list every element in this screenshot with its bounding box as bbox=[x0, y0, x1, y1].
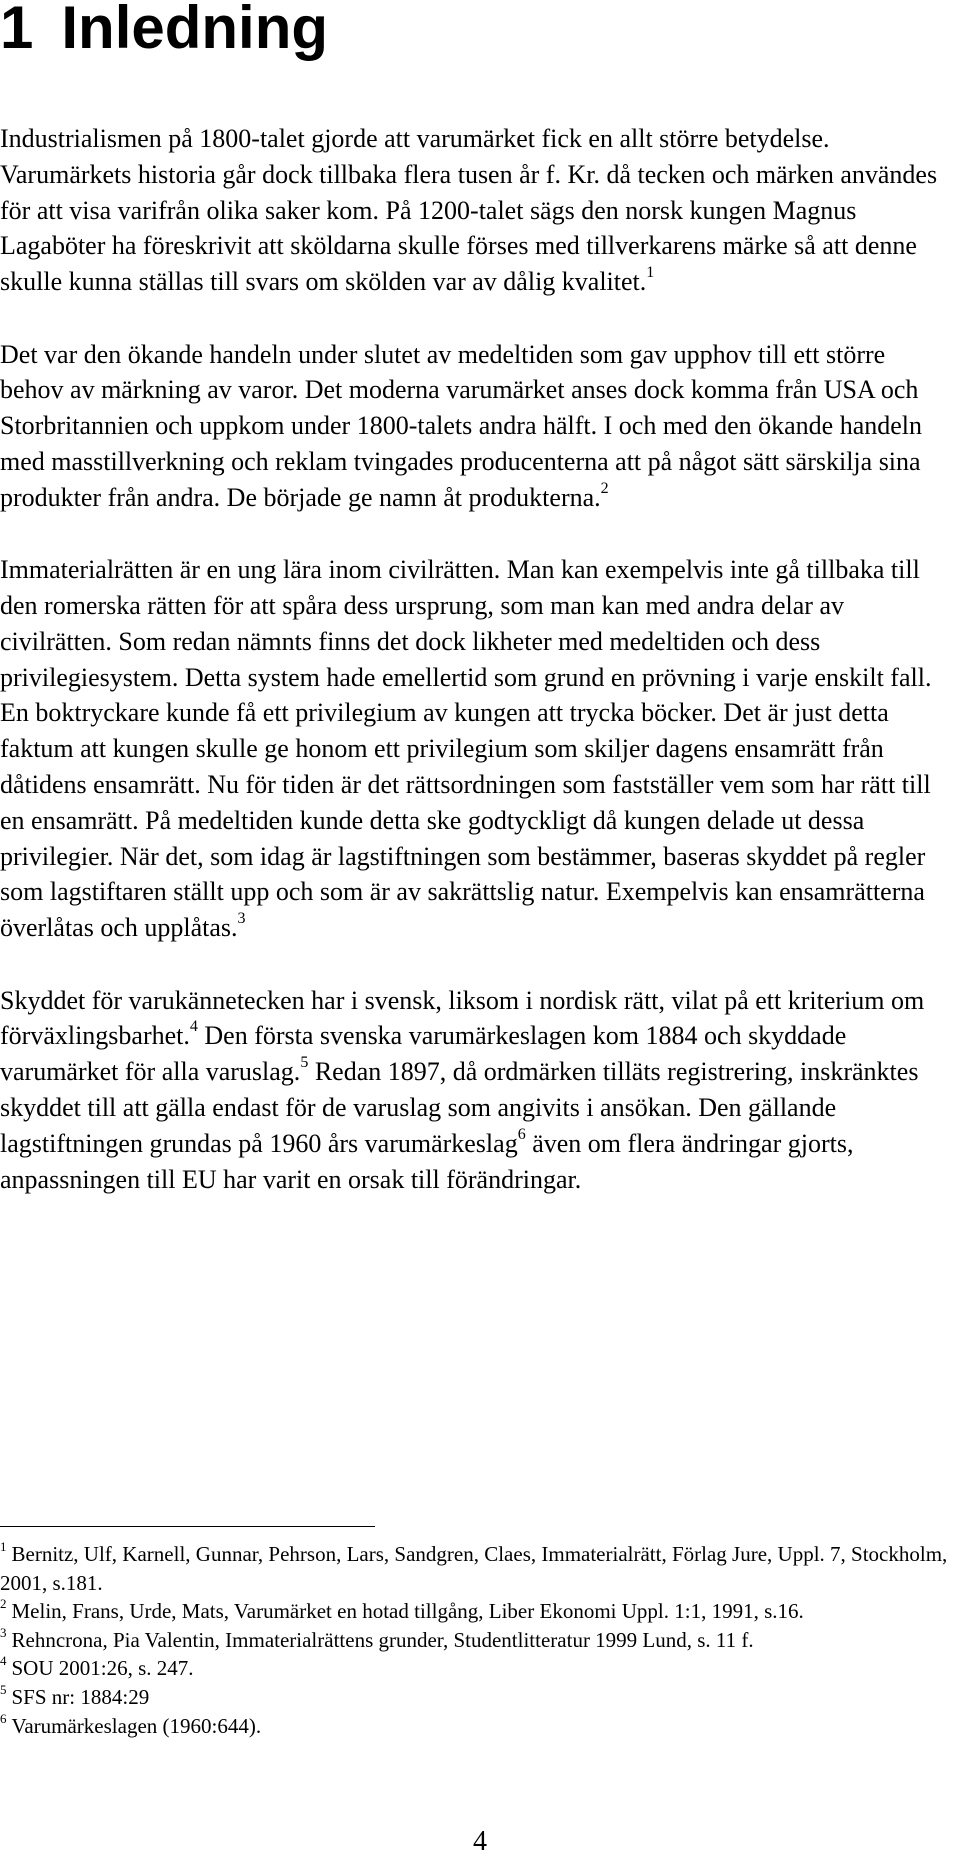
footnote-separator bbox=[0, 1526, 375, 1527]
footnote-1 bbox=[0, 1540, 955, 1597]
footnote-text: SFS nr: 1884:29 bbox=[11, 1684, 150, 1709]
footnote-number: 2 bbox=[0, 1596, 7, 1612]
footnote-5 bbox=[0, 1683, 955, 1712]
footnote-text: SOU 2001:26, s. 247. bbox=[11, 1656, 194, 1681]
footnote-text: Varumärkeslagen (1960:644). bbox=[11, 1713, 262, 1738]
footnote-text: Bernitz, Ulf, Karnell, Gunnar, Pehrson, Lars, Sandgren, Claes, Immaterialrätt, Förlag Jure, Uppl. 7, Stockholm, 2001, s.181. bbox=[0, 1542, 948, 1595]
chapter-title: Inledning bbox=[61, 0, 329, 61]
footnote-ref-5[interactable]: 5 bbox=[300, 1054, 309, 1072]
paragraph-text: Skyddet för varukännetecken har i svensk, liksom i nordisk rätt, vilat på ett kriterium om förväxlingsbarhet. bbox=[0, 985, 925, 1051]
footnote-6 bbox=[0, 1712, 955, 1741]
paragraph-4 bbox=[0, 983, 955, 1198]
chapter-heading bbox=[0, 0, 328, 60]
footnote-ref-1[interactable]: 1 bbox=[646, 264, 655, 282]
footnote-3 bbox=[0, 1626, 955, 1655]
footnote-4 bbox=[0, 1654, 955, 1683]
paragraph-text: Immaterialrätten är en ung lära inom civilrätten. Man kan exempelvis inte gå tillbaka till den romerska rätten för att spåra dess ursprung, som man kan med andra delar av civilrätten. Som redan nämnts finns det dock likheter med medeltiden och dess privilegiesystem. Detta system hade emellertid som grund en prövning i varje enskilt fall. En boktryckare kunde få ett privilegium av kungen att trycka böcker. Det är just detta faktum att kungen skulle ge honom ett privilegium som skiljer dagens ensamrätt från dåtidens ensamrätt. Nu för tiden är det rättsordningen som fastställer vem som har rätt till en ensamrätt. På medeltiden kunde detta ske godtyckligt då kungen delade ut dessa privilegier. När det, som idag är lagstiftningen som bestämmer, baseras skyddet på regler som lagstiftaren ställt upp och som är av sakrättslig natur. Exempelvis kan ensamrätterna överlåtas och upplåtas. bbox=[0, 555, 932, 943]
footnote-text: Rehncrona, Pia Valentin, Immaterialrättens grunder, Studentlitteratur 1999 Lund, s. 11 f. bbox=[11, 1627, 754, 1652]
footnote-ref-6[interactable]: 6 bbox=[517, 1125, 526, 1143]
footnote-2 bbox=[0, 1597, 955, 1626]
footnote-number: 5 bbox=[0, 1681, 7, 1697]
chapter-number: 1 bbox=[0, 0, 34, 61]
paragraph-text: Den första svenska varumärkeslagen kom 1884 och skyddade varumärket för alla varuslag. bbox=[0, 1021, 847, 1087]
footnote-text: Melin, Frans, Urde, Mats, Varumärket en hotad tillgång, Liber Ekonomi Uppl. 1:1, 1991, s.16. bbox=[11, 1599, 804, 1624]
footnote-number: 6 bbox=[0, 1710, 7, 1726]
footnotes bbox=[0, 1540, 955, 1740]
footnote-number: 3 bbox=[0, 1624, 7, 1640]
paragraph-1 bbox=[0, 121, 955, 300]
paragraph-2 bbox=[0, 337, 955, 516]
footnote-number: 4 bbox=[0, 1653, 7, 1669]
paragraph-text: Industrialismen på 1800-talet gjorde att varumärket fick en allt större betydelse. Varumärkets historia går dock tillbaka flera tusen år f. Kr. då tecken och märken användes för att visa varifrån olika saker kom. På 1200-talet sägs den norsk kungen Magnus Lagaböter ha föreskrivit att sköldarna skulle förses med tillverkarens märke så att denne skulle kunna ställas till svars om skölden var av dålig kvalitet. bbox=[0, 124, 938, 297]
footnote-ref-3[interactable]: 3 bbox=[237, 910, 246, 928]
footnote-ref-4[interactable]: 4 bbox=[189, 1018, 198, 1036]
paragraph-text: Redan 1897, då ordmärken tilläts registrering, inskränktes skyddet till att gälla endast för de varuslag som angivits i ansökan. Den gällande lagstiftningen grundas på 1960 års varumärkeslag bbox=[0, 1057, 919, 1158]
paragraph-text: Det var den ökande handeln under slutet av medeltiden som gav upphov till ett större behov av märkning av varor. Det moderna varumärket anses dock komma från USA och Storbritannien och uppkom under 1800-talets andra hälft. I och med den ökande handeln med masstillverkning och reklam tvingades producenterna att på något sätt särskilja sina produkter från andra. De började ge namn åt produkterna. bbox=[0, 339, 923, 512]
paragraph-3 bbox=[0, 552, 955, 946]
footnote-number: 1 bbox=[0, 1539, 7, 1554]
page-number: 4 bbox=[473, 1826, 487, 1857]
paragraph-text: även om flera ändringar gjorts, anpassningen till EU har varit en orsak till förändringar. bbox=[0, 1128, 854, 1194]
footnote-ref-2[interactable]: 2 bbox=[600, 479, 609, 497]
body-text bbox=[0, 121, 955, 1234]
